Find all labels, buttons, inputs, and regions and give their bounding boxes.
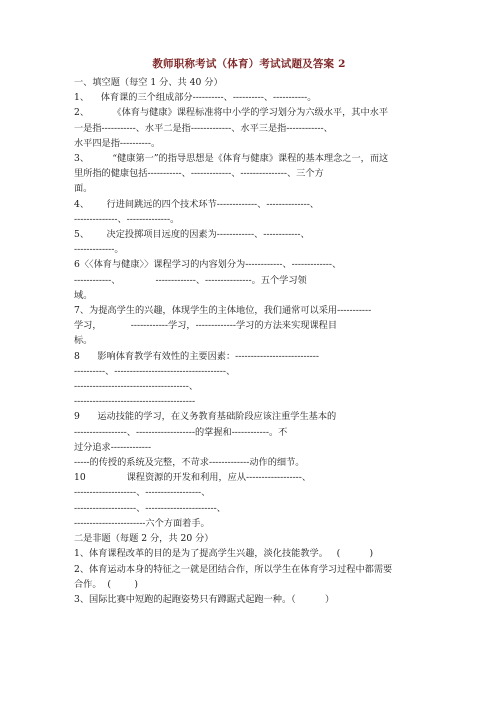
text-line: 学习， ------------学习，-------------学习的方法来实现课程目 — [74, 320, 338, 332]
text-line: 3、国际比赛中短跑的起跑姿势只有蹲踞式起跑一种。（ ） — [74, 593, 335, 605]
text-line: 6〈〈体育与健康〉〉课程学习的内容划分为------------、-------------、 — [74, 259, 342, 271]
text-line: -----的传授的系统及完整，不苛求-------------动作的细节。 — [74, 457, 305, 469]
text-line: 7、为提高学生的兴趣，体现学生的主体地位，我们通常可以采用----------- — [74, 305, 372, 317]
text-line: 合作。 ( ) — [74, 578, 138, 590]
text-line: --------------------、-----------------------、 — [74, 502, 226, 514]
document-title: 教师职称考试（体育）考试试题及答案 2 — [152, 58, 346, 70]
text-line: --------------------、------------------、 — [74, 487, 211, 499]
text-line: -------------。 — [74, 244, 124, 256]
text-line: 8 影响体育教学有效性的主要因素：--------------------------- — [74, 350, 319, 362]
text-line: 9 运动技能的学习，在义务教育基础阶段应该注重学生基本的 — [74, 411, 337, 423]
text-line: ----------、------------------------------------、 — [74, 365, 236, 377]
text-line: 3、 “健康第一”的指导思想是《体育与健康》课程的基本理念之一，而这 — [74, 153, 389, 165]
text-line: 1、体育课程改革的目的是为了提高学生兴趣，淡化技能教学。 ( ) — [74, 548, 374, 560]
text-line: 4、 行进间跳远的四个技术环节-------------、--------------、 — [74, 198, 319, 210]
document-page — [74, 56, 424, 607]
text-line: 2、体育运动本身的特征之一就是团结合作，所以学生在体育学习过程中都需要 — [74, 563, 393, 575]
text-line: 1、 体育课的三个组成部分----------、----------、-----------。 — [74, 92, 317, 104]
text-line: 面。 — [74, 183, 93, 195]
text-line: 一、填空题（每空 1 分、共 40 分） — [74, 77, 223, 88]
text-line: 标。 — [74, 335, 93, 347]
text-line: 10 课程资源的开发和利用，应从------------------、 — [74, 472, 312, 484]
text-line: -----------------、-------------------的掌握和------------。不 — [74, 426, 288, 438]
text-line: -------------------------------------、 — [74, 381, 199, 393]
text-line: --------------------------------------- — [74, 396, 196, 408]
text-line: 5、 决定投掷项目远度的因素为------------、------------、 — [74, 229, 310, 241]
text-line: 2、 《体育与健康》课程标准将中小学的学习划分为六级水平，其中水平 — [74, 107, 389, 119]
text-line: 二是非题（每题 2 分，共 20 分） — [74, 533, 214, 545]
document-body — [74, 75, 424, 607]
text-line: 里所指的健康包括-----------、-------------、---------------、三个方 — [74, 168, 324, 180]
text-line: 域。 — [74, 289, 93, 301]
text-line: 水平四是指----------。 — [74, 137, 161, 149]
text-line: --------------、--------------。 — [74, 213, 180, 225]
text-line: -----------------------六个方面着手。 — [74, 517, 210, 529]
text-line: 过分追求------------- — [74, 441, 152, 453]
text-line: ------------、 -------------、---------------。五个学习领 — [74, 274, 307, 286]
text-line: 一是指-----------、水平二是指-------------、水平三是指------------、 — [74, 122, 333, 134]
